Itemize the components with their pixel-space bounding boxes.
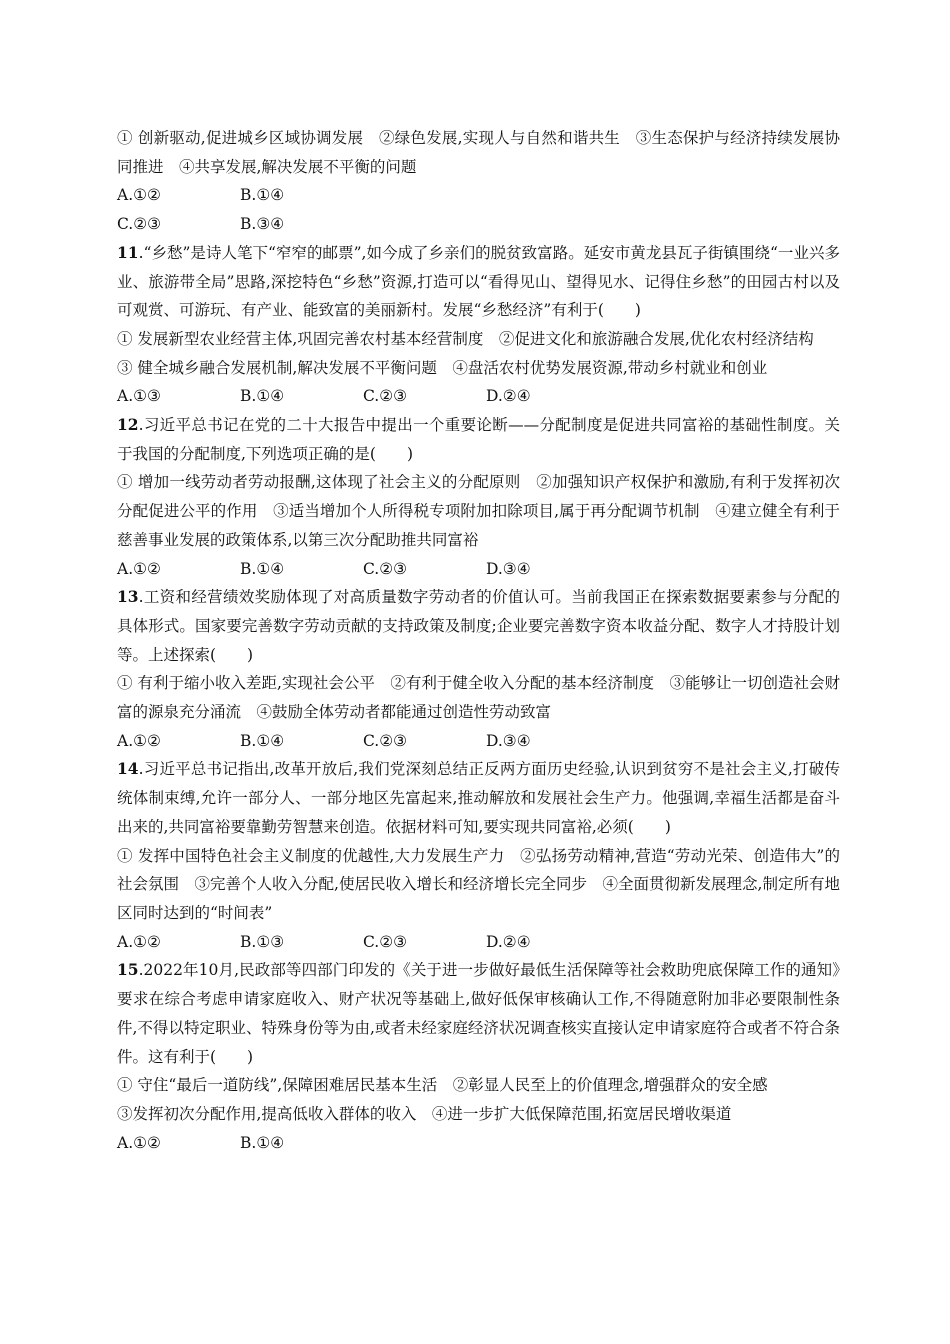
q14-option-b[interactable]: B.①③	[240, 932, 285, 951]
q11-number: 11	[117, 242, 139, 262]
q14-option-d[interactable]: D.②④	[486, 932, 531, 951]
q15-stem-text: .2022年10月,民政部等四部门印发的《关于进一步做好最低生活保障等社会救助兜底保障工作的通知》要求在综合考虑申请家庭收入、财产状况等基础上,做好低保审核确认工作,不得随意附加非必要限制性条件,不得以特定职业、特殊身份等为由,或者未经家庭经济状况调查核实直接认定申请家庭符合或者不符合条件。这有利于( )	[117, 961, 840, 1066]
q10-option-d[interactable]: B.③④	[240, 215, 285, 234]
q14-stem	[117, 755, 840, 841]
q13-option-b[interactable]: B.①④	[240, 731, 285, 750]
q12-option-d[interactable]: D.③④	[486, 559, 531, 578]
q13-stem-text: .工资和经营绩效奖励体现了对高质量数字劳动者的价值认可。当前我国正在探索数据要素参与分配的具体形式。国家要完善数字劳动贡献的支持政策及制度;企业要完善数字资本收益分配、数字人才持股计划等。上述探索( )	[117, 588, 840, 664]
q10-option-a-b	[117, 181, 840, 210]
q11-option-c[interactable]: C.②③	[363, 387, 408, 406]
q14-statements: ① 发挥中国特色社会主义制度的优越性,大力发展生产力 ②弘扬劳动精神,营造“劳动光荣、创造伟大”的社会氛围 ③完善个人收入分配,使居民收入增长和经济增长完全同步 ④全面贯彻新发展理念,制定所有地区同时达到的“时间表”	[117, 846, 840, 922]
q11-option-d[interactable]: D.②④	[486, 387, 531, 406]
q12-stem	[117, 411, 840, 468]
q12-number: 12	[117, 415, 139, 435]
q14-number: 14	[117, 759, 139, 779]
q10-option-b[interactable]: B.①④	[240, 186, 285, 205]
q12-stem-text: .习近平总书记在党的二十大报告中提出一个重要论断——分配制度是促进共同富裕的基础性制度。关于我国的分配制度,下列选项正确的是( )	[117, 416, 840, 463]
q10-option-c[interactable]: C.②③	[117, 215, 162, 234]
q11-stem-text: .“乡愁”是诗人笔下“窄窄的邮票”,如今成了乡亲们的脱贫致富路。延安市黄龙县瓦子街镇围绕“一业兴多业、旅游带全局”思路,深挖特色“乡愁”资源,打造可以“看得见山、望得见水、记得住乡愁”的田园古村以及可观赏、可游玩、有产业、能致富的美丽新村。发展“乡愁经济”有利于( )	[117, 243, 840, 320]
q14-options	[117, 928, 840, 957]
q15-option-b[interactable]: B.①④	[240, 1133, 285, 1152]
q12-option-c[interactable]: C.②③	[363, 559, 408, 578]
q13-stem	[117, 583, 840, 669]
q13-option-c[interactable]: C.②③	[363, 731, 408, 750]
q12-option-a[interactable]: A.①②	[117, 559, 161, 578]
q12-statements: ① 增加一线劳动者劳动报酬,这体现了社会主义的分配原则 ②加强知识产权保护和激励,有利于发挥初次分配促进公平的作用 ③适当增加个人所得税专项附加扣除项目,属于再分配调节机制 ④建立健全有利于慈善事业发展的政策体系,以第三次分配助推共同富裕	[117, 473, 840, 549]
q15-statements-3-4: ③发挥初次分配作用,提高低收入群体的收入 ④进一步扩大低保障范围,拓宽居民增收渠道	[117, 1104, 732, 1123]
q13-option-d[interactable]: D.③④	[486, 731, 531, 750]
q11-stem	[117, 239, 840, 325]
q11-option-b[interactable]: B.①④	[240, 387, 285, 406]
q14-option-c[interactable]: C.②③	[363, 932, 408, 951]
q14-option-a[interactable]: A.①②	[117, 932, 161, 951]
q11-statements-1-2: ① 发展新型农业经营主体,巩固完善农村基本经营制度 ②促进文化和旅游融合发展,优化农村经济结构	[117, 329, 814, 348]
q15-stem	[117, 956, 840, 1071]
q10-option-c-d	[117, 210, 840, 239]
q10-option-a[interactable]: A.①②	[117, 186, 161, 205]
q11-option-a[interactable]: A.①③	[117, 387, 161, 406]
q15-statements-1-2: ① 守住“最后一道防线”,保障困难居民基本生活 ②彰显人民至上的价值理念,增强群众的安全感	[117, 1076, 768, 1095]
q15-option-a[interactable]: A.①②	[117, 1133, 161, 1152]
q11-options	[117, 382, 840, 411]
q10-statements: ① 创新驱动,促进城乡区域协调发展 ②绿色发展,实现人与自然和谐共生 ③生态保护与经济持续发展协同推进 ④共享发展,解决发展不平衡的问题	[117, 129, 840, 176]
q12-option-b[interactable]: B.①④	[240, 559, 285, 578]
q11-statements-3-4: ③ 健全城乡融合发展机制,解决发展不平衡问题 ④盘活农村优势发展资源,带动乡村就业和创业	[117, 358, 768, 377]
q13-statements: ① 有利于缩小收入差距,实现社会公平 ②有利于健全收入分配的基本经济制度 ③能够让一切创造社会财富的源泉充分涌流 ④鼓励全体劳动者都能通过创造性劳动致富	[117, 674, 840, 722]
q13-option-a[interactable]: A.①②	[117, 731, 161, 750]
q13-number: 13	[117, 587, 139, 607]
q15-number: 15	[117, 960, 139, 980]
q13-options	[117, 727, 840, 756]
q14-stem-text: .习近平总书记指出,改革开放后,我们党深刻总结正反两方面历史经验,认识到贫穷不是社会主义,打破传统体制束缚,允许一部分人、一部分地区先富起来,推动解放和发展社会生产力。他强调,幸福生活都是奋斗出来的,共同富裕要靠勤劳智慧来创造。依据材料可知,要实现共同富裕,必须( )	[117, 760, 840, 836]
q15-options	[117, 1129, 840, 1158]
q12-options	[117, 555, 840, 584]
